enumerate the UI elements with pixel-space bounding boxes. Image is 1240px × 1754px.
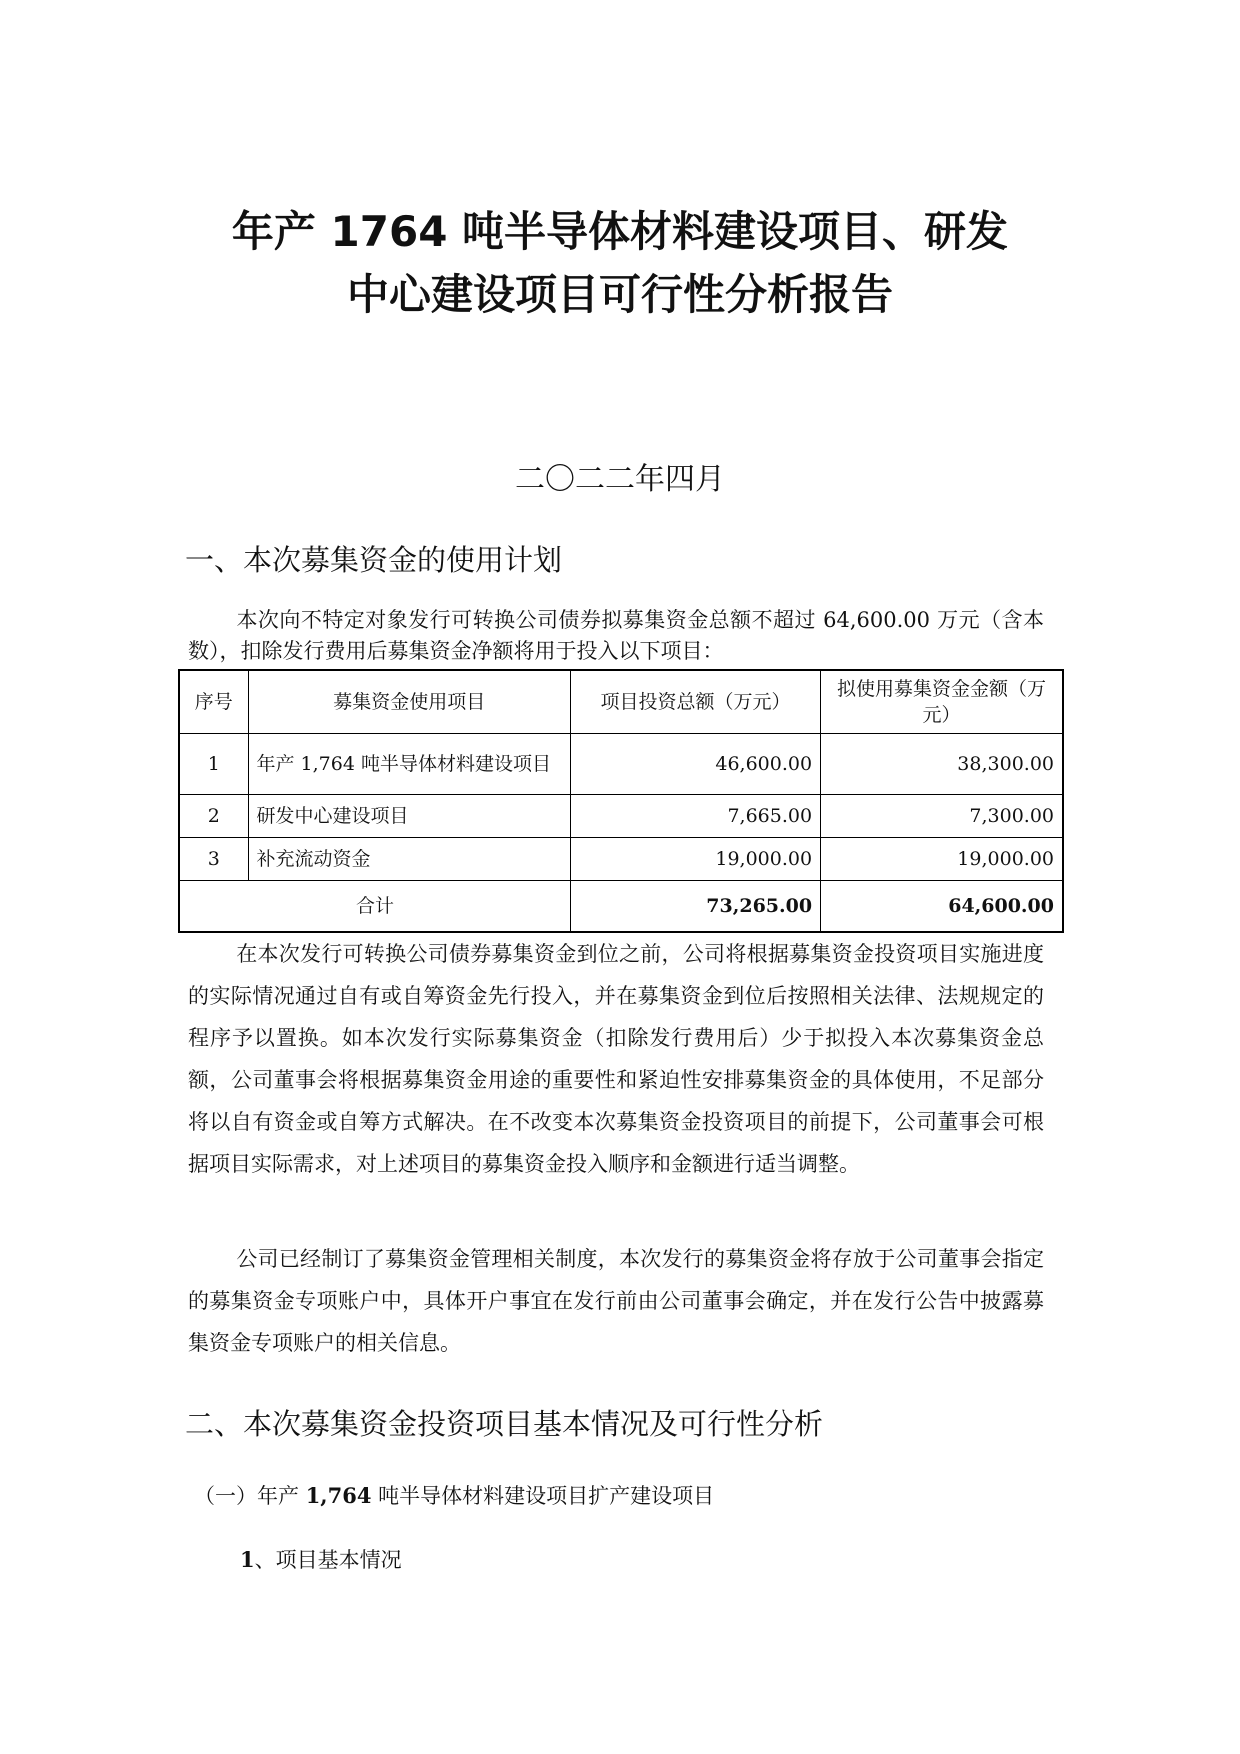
subsection-1-number: 1,764 <box>305 1483 372 1508</box>
section-2-heading: 二、本次募集资金投资项目基本情况及可行性分析 <box>185 1407 824 1441</box>
total-investment: 73,265.00 <box>570 881 820 933</box>
section-1-paragraph-3 <box>188 1238 1044 1364</box>
total-label: 合计 <box>179 881 570 933</box>
table-total-row <box>179 881 1063 933</box>
row-total: 7,665.00 <box>570 795 820 838</box>
row-no: 3 <box>179 838 248 881</box>
item-1-text: 、项目基本情况 <box>254 1548 402 1572</box>
item-1-number: 1 <box>240 1547 255 1572</box>
section-1-paragraph-2 <box>188 933 1044 1185</box>
fund-usage-table <box>178 669 1064 933</box>
header-project: 募集资金使用项目 <box>248 670 570 734</box>
document-title <box>150 200 1090 326</box>
row-total: 46,600.00 <box>570 734 820 795</box>
row-no: 1 <box>179 734 248 795</box>
table-row <box>179 838 1063 881</box>
subsection-1-prefix: （一）年产 <box>194 1484 306 1508</box>
section-1-heading: 一、本次募集资金的使用计划 <box>185 543 563 577</box>
section-1-paragraph-2-text: 在本次发行可转换公司债券募集资金到位之前，公司将根据募集资金投资项目实施进度的实际情况通过自有或自筹资金先行投入，并在募集资金到位后按照相关法律、法规规定的程序予以置换。如本次发行实际募集资金（扣除发行费用后）少于拟投入本次募集资金总额，公司董事会将根据募集资金用途的重要性和紧迫性安排募集资金的具体使用，不足部分将以自有资金或自筹方式解决。在不改变本次募集资金投资项目的前提下，公司董事会可根据项目实际需求，对上述项目的募集资金投入顺序和金额进行适当调整。 <box>188 942 1044 1176</box>
row-project: 年产 1,764 吨半导体材料建设项目 <box>248 734 570 795</box>
row-total: 19,000.00 <box>570 838 820 881</box>
title-line-2: 中心建设项目可行性分析报告 <box>346 270 893 319</box>
header-no: 序号 <box>179 670 248 734</box>
row-raised: 19,000.00 <box>821 838 1063 881</box>
section-1-intro <box>188 605 1044 667</box>
row-no: 2 <box>179 795 248 838</box>
row-raised: 7,300.00 <box>821 795 1063 838</box>
row-project: 研发中心建设项目 <box>248 795 570 838</box>
table-row <box>179 734 1063 795</box>
report-date: 二〇二二年四月 <box>515 462 725 497</box>
header-raised-amount: 拟使用募集资金金额（万元） <box>821 670 1063 734</box>
section-1-paragraph-3-text: 公司已经制订了募集资金管理相关制度，本次发行的募集资金将存放于公司董事会指定的募集资金专项账户中，具体开户事宜在发行前由公司董事会确定，并在发行公告中披露募集资金专项账户的相关信息。 <box>188 1247 1044 1355</box>
title-line-1: 年产 1764 吨半导体材料建设项目、研发 <box>231 207 1009 256</box>
row-raised: 38,300.00 <box>821 734 1063 795</box>
item-1-heading <box>240 1540 402 1580</box>
section-1-intro-text: 本次向不特定对象发行可转换公司债券拟募集资金总额不超过 64,600.00 万元（含本数），扣除发行费用后募集资金净额将用于投入以下项目： <box>188 608 1044 663</box>
subsection-1-heading <box>194 1476 714 1516</box>
row-project: 补充流动资金 <box>248 838 570 881</box>
table-header-row <box>179 670 1063 734</box>
total-raised: 64,600.00 <box>821 881 1063 933</box>
subsection-1-suffix: 吨半导体材料建设项目扩产建设项目 <box>371 1484 715 1508</box>
header-total-investment: 项目投资总额（万元） <box>570 670 820 734</box>
table-row <box>179 795 1063 838</box>
